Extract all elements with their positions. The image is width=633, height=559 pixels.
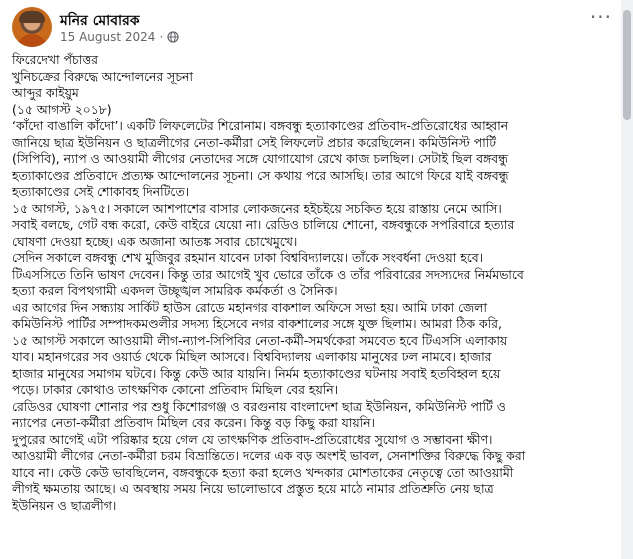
post-text-line: কমিউনিস্ট পার্টির সম্পাদকমণ্ডলীর সদস্য হিসেবে নগর বাকশালের সঙ্গে যুক্ত ছিলাম। আমরা ঠিক করি, (12, 316, 502, 331)
post-text-line: রেডিওর ঘোষণা শোনার পর শুধু কিশোরগঞ্জ ও বরগুনায় বাংলাদেশ ছাত্র ইউনিয়ন, কমিউনিস্ট পার্টি ও (12, 398, 506, 414)
post-text-line: যাব। মহানগরের সব ওয়ার্ড থেকে মিছিল আসবে। বিশ্ববিদ্যালয় এলাকায় মানুষের ঢল নামবে। হাজার (12, 349, 492, 364)
post-text-line: লীগই ক্ষমতায় আছে। এ অবস্থায় সময় নিয়ে ভালোভাবে প্রস্তুত হয়ে মাঠে নামার প্রতিশ্রুতি নেয় ছাত্র (12, 481, 494, 496)
post-text-line: সেদিন সকালে বঙ্গবন্ধু শেখ মুজিবুর রহমান যাবেন ঢাকা বিশ্ববিদ্যালয়ে। তাঁকে সংবর্ধনা দেওয়া হবে। (12, 250, 484, 265)
post-text-line: ফিরেদেখা পঁচাত্তর (12, 52, 98, 67)
post-text-line: আব্দুর কাইয়ুম (12, 85, 79, 100)
post-meta (60, 30, 179, 44)
post-text-line: হাজার মানুষের সমাগম ঘটবে। কিন্তু কেউ আর যায়নি। নির্মম হত্যাকাণ্ডের ঘটনায় সবাই হতবিহ্বল হয়ে (12, 365, 501, 381)
post-text-line: (সিপিবি), ন্যাপ ও আওয়ামী লীগের নেতাদের সঙ্গে যোগাযোগ রেখে কাজ চলছিল। সেটাই ছিল বঙ্গবন্ধু (12, 151, 508, 166)
post-text-line: যাবে না। কেউ কেউ ভাবছিলেন, বঙ্গবন্ধুকে হত্যা করা হলেও খন্দকার মোশতাকের নেতৃত্বে তো আওয়ামী (12, 464, 514, 480)
post-text-line: ১৫ আগস্ট, ১৯৭৫। সকালে আশপাশের বাসার লোকজনের হইচইয়ে সচকিত হয়ে রাস্তায় নেমে আসি। (12, 200, 502, 216)
post-text-line: সবাই বলছে, গেট বন্ধ করো, কেউ বাইরে যেয়ো না। রেডিও চালিয়ে শোনো, বঙ্গবন্ধুকে সপরিবারে হত্যার (12, 217, 515, 232)
post-text-line: হত্যাকাণ্ডের প্রতিবাদে প্রত্যক্ষ আন্দোলনের সূচনা। সে কথায় পরে আসছি। তার আগে ফিরে যাই বঙ্গবন্ধু (12, 167, 509, 183)
post-text-line: হত্যা করল বিপথগামী একদল উচ্ছৃঙ্খল সামরিক কর্মকর্তা ও সৈনিক। (12, 283, 338, 298)
post-text-line: হত্যাকাণ্ডের সেই শোকাবহ দিনটিতে। (12, 184, 190, 199)
meta-separator: · (159, 30, 164, 44)
post-text-line: ন্যাপের নেতা-কর্মীরা প্রতিবাদ মিছিল বের করেন। কিন্তু বড় কিছু করা যায়নি। (12, 415, 375, 430)
post-header (12, 7, 612, 49)
more-options-icon[interactable]: ··· (589, 5, 612, 29)
post-text-line: ‘কাঁদো বাঙালি কাঁদো’। একটি লিফলেটের শিরোনাম। বঙ্গবন্ধু হত্যাকাণ্ডের প্রতিবাদ-প্রতিরোধের আহ্বান (12, 118, 509, 133)
avatar-hat (19, 11, 45, 23)
scrollbar[interactable] (621, 0, 633, 559)
post-text-line: টিএসসিতে তিনি ভাষণ দেবেন। কিন্তু তার আগেই খুব ভোরে তাঁকে ও তাঁর পরিবারের সদস্যদের নির্মমভাবে (12, 266, 524, 282)
post-text-line: খুনিচক্রের বিরুদ্ধে আন্দোলনের সূচনা (12, 68, 193, 84)
post-text-line: ১৫ আগস্ট সকালে আওয়ামী লীগ-ন্যাপ-সিপিবির নেতা-কর্মী-সমর্থকেরা সমবেত হবে টিএসসি এলাকায় (12, 332, 508, 348)
post-text-line: দুপুরের আগেই এটা পরিষ্কার হয়ে গেল যে তাৎক্ষণিক প্রতিবাদ-প্রতিরোধের সুযোগ ও সম্ভাবনা ক্ষীণ। (12, 431, 493, 447)
post-text-line: (১৫ আগস্ট ২০১৮) (12, 101, 112, 117)
avatar-shirt (16, 34, 48, 47)
post-date[interactable]: 15 August 2024 (60, 30, 156, 44)
post-text-line: আওয়ামী লীগের নেতা-কর্মীরা চরম বিভ্রান্তিতে। দলের এক বড় অংশই ভাবল, সেনাশক্তির বিরুদ্ধে কিছু করা (12, 448, 526, 463)
post-text (12, 52, 614, 514)
post-text-line: এর আগের দিন সন্ধ্যায় সার্কিট হাউস রোডে মহানগর বাকশাল অফিসে সভা হয়। আমি ঢাকা জেলা (12, 299, 487, 315)
globe-icon[interactable] (167, 31, 179, 43)
scrollbar-thumb[interactable] (623, 10, 631, 120)
author-avatar[interactable] (12, 7, 52, 47)
post-text-line: জানিয়ে ছাত্র ইউনিয়ন ও ছাত্রলীগের নেতা-কর্মীরা সেই লিফলেট প্রচার করেছিলেন। কমিউনিস্ট পার্টি (12, 134, 497, 150)
post-text-line: ঘোষণা দেওয়া হচ্ছে। এক অজানা আতঙ্ক সবার চোখেমুখে। (12, 233, 298, 249)
post-text-line: ইউনিয়ন ও ছাত্রলীগ। (12, 497, 117, 513)
post-text-line: পড়ে। ঢাকার কোথাও তাৎক্ষণিক কোনো প্রতিবাদ মিছিল বের হয়নি। (12, 382, 339, 397)
author-name[interactable]: মনির মোবারক (60, 13, 140, 29)
